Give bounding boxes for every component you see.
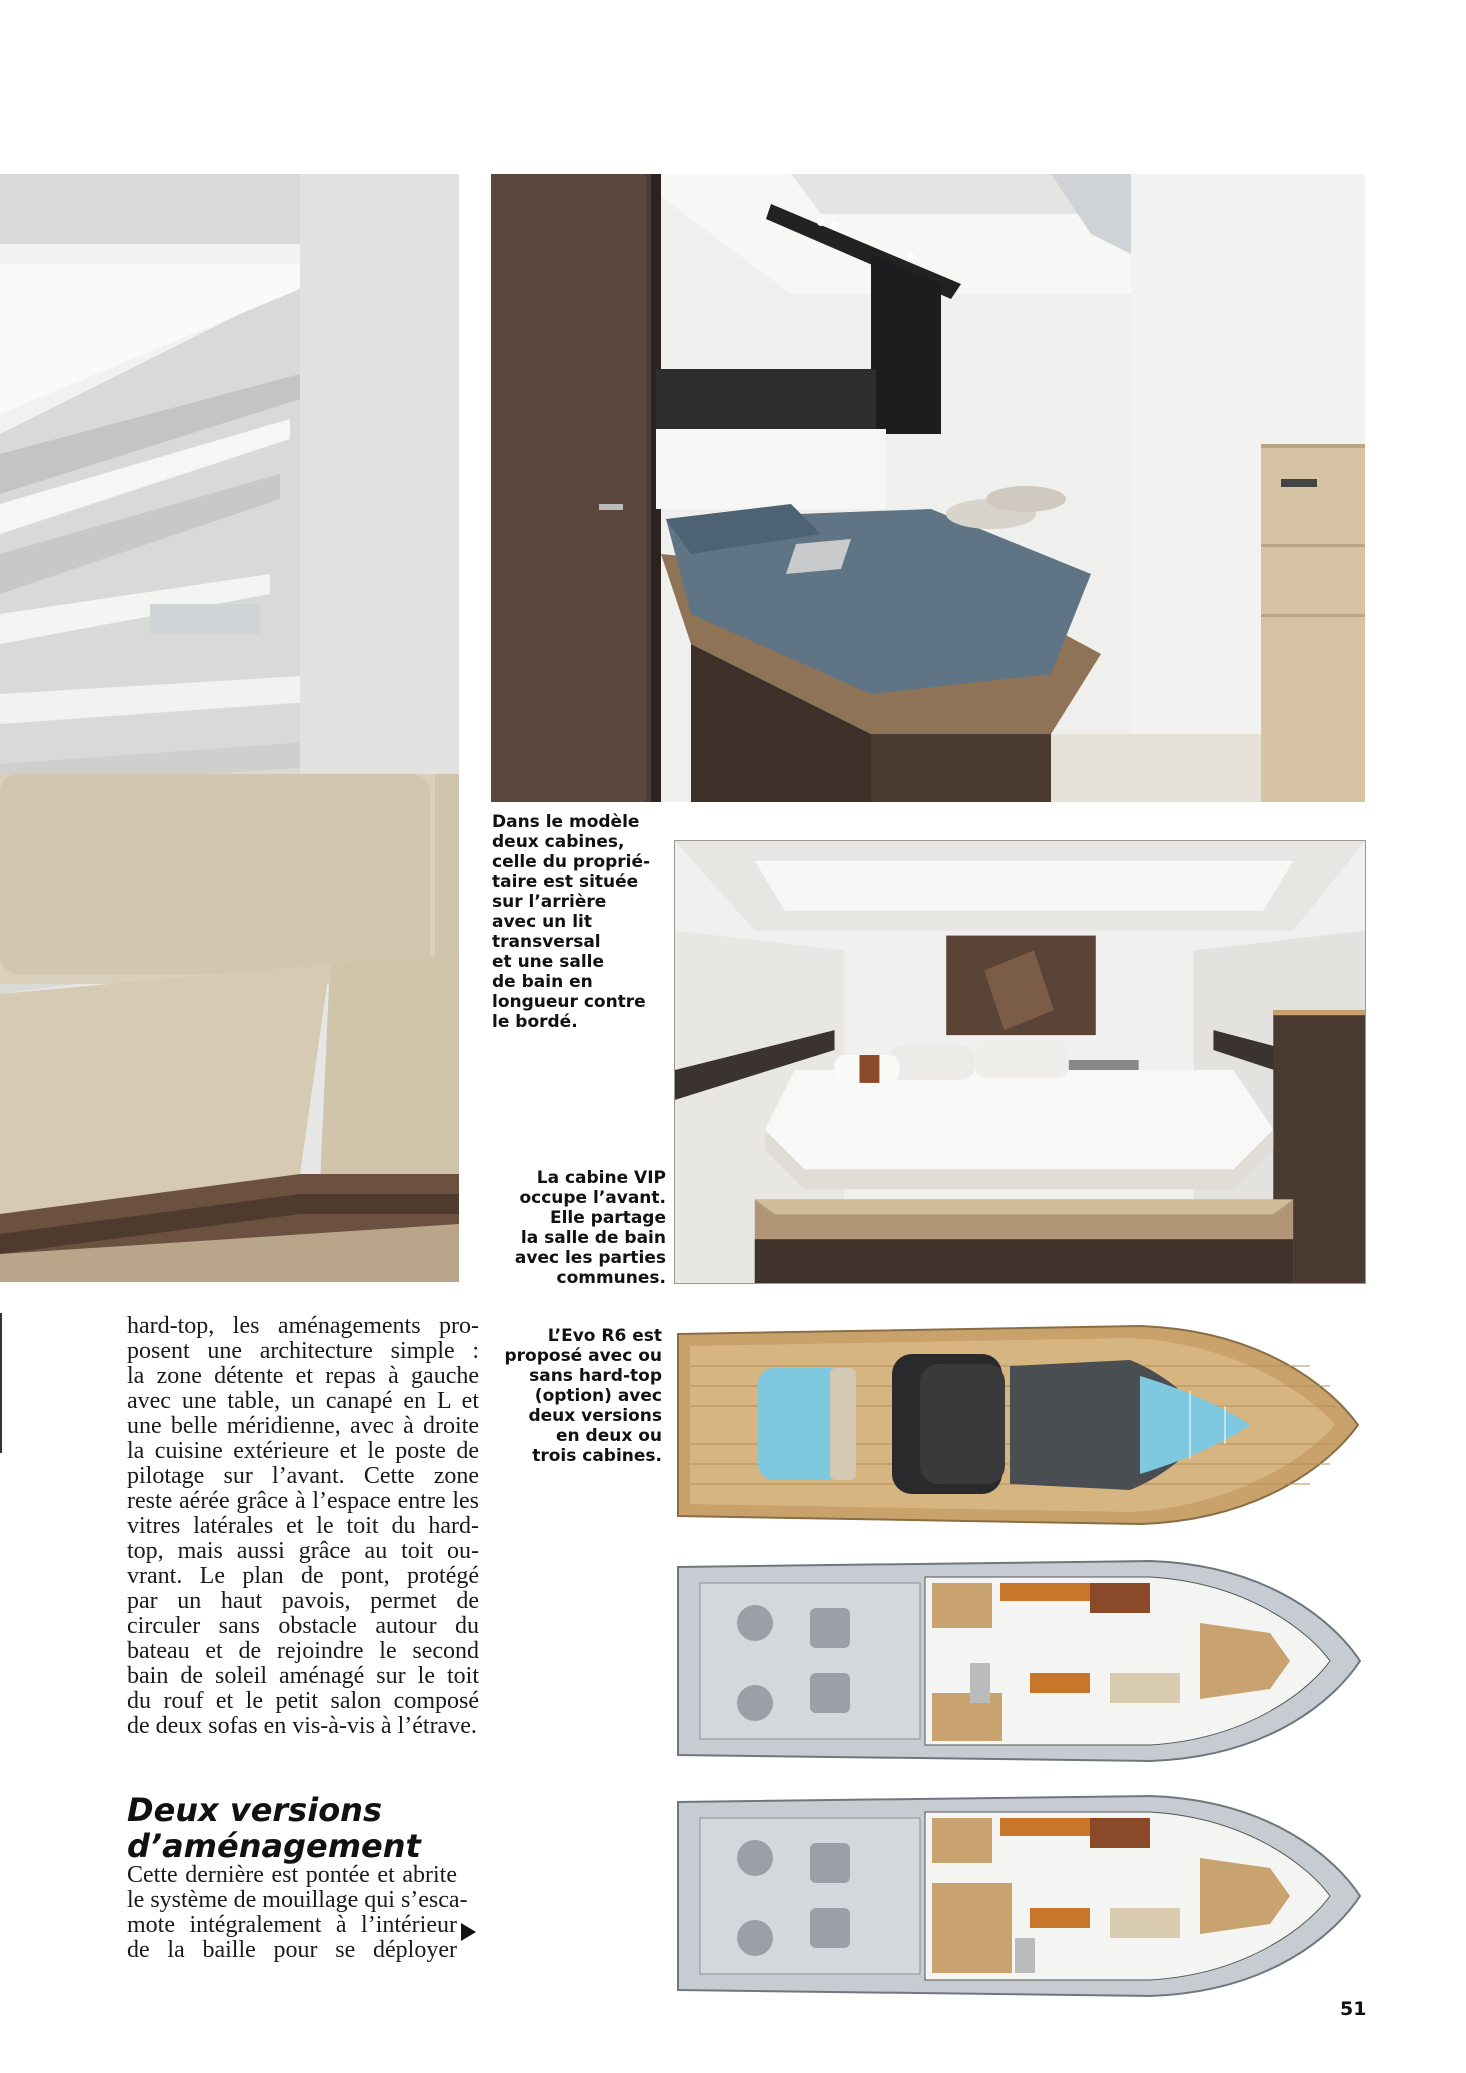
text-line: reste aérée grâce à l’espace entre les [127,1488,479,1514]
text-line: pilotage sur l’avant. Cette zone [127,1463,479,1489]
article-paragraph-2 [127,1862,468,1963]
text-line: circuler sans obstacle autour du [127,1613,479,1639]
caption-line: trois cabines. [532,1446,662,1466]
column-rule [0,1313,2,1453]
caption-line: de bain en [492,972,593,992]
heading-line: Deux versions [127,1791,382,1829]
caption-line: transversal [492,932,601,952]
text-line: de deux sofas en vis-à-vis à l’étrave. [127,1713,477,1739]
caption-line: deux cabines, [492,832,625,852]
text-line: mote intégralement à l’intérieur [127,1912,457,1938]
deck-plan-drawing [670,1316,1368,1534]
caption-line: et une salle [492,952,605,972]
caption-line: proposé avec ou [504,1346,662,1366]
text-line: posent une architecture simple : [127,1338,479,1364]
owner-cabin-photo [491,174,1365,802]
caption-line: la salle de bain [520,1228,666,1248]
caption-line: taire est située [492,872,639,892]
article-paragraph-1 [127,1314,479,1739]
caption-line: sans hard-top [529,1366,662,1386]
layout-plan-three-cabins [670,1788,1368,2004]
caption-line: le bordé. [492,1012,578,1032]
page-number: 51 [1340,1998,1367,2020]
text-line: vitres latérales et le toit du hard- [127,1513,479,1539]
text-line: par un haut pavois, permet de [127,1588,479,1614]
text-line: le système de mouillage qui s’esca- [127,1887,468,1913]
vip-cabin-photo [674,840,1366,1284]
caption-line: celle du proprié- [492,852,651,872]
text-line: bain de soleil aménagé sur le toit [127,1663,479,1689]
caption-line: La cabine VIP [536,1168,666,1188]
text-line: vrant. Le plan de pont, protégé [127,1563,479,1589]
caption-line: en deux ou [555,1426,662,1446]
salon-photo [0,174,459,1282]
caption-line: Dans le modèle [492,812,640,832]
caption-line: occupe l’avant. [519,1188,666,1208]
text-line: avec une table, un canapé en L et [127,1388,479,1414]
text-line: la zone détente et repas à gauche [127,1363,479,1389]
caption-line: (option) avec [534,1386,662,1406]
caption-line: longueur contre [492,992,646,1012]
caption-plans [480,1326,662,1466]
text-line: bateau et de rejoindre le second [127,1638,479,1664]
text-line: hard-top, les aménagements pro- [127,1313,479,1339]
continue-arrow-icon [461,1923,476,1941]
text-line: une belle méridienne, avec à droite [127,1413,479,1439]
caption-line: Elle partage [549,1208,666,1228]
caption-line: communes. [556,1268,666,1288]
section-heading [127,1792,487,1864]
layout-plan-two-cabins [670,1553,1368,1769]
text-line: de la baille pour se déployer [127,1937,457,1963]
caption-line: sur l’arrière [492,892,607,912]
text-line: Cette dernière est pontée et abrite [127,1862,457,1888]
caption-line: L’Evo R6 est [547,1326,662,1346]
text-line: top, mais aussi grâce au toit ou- [127,1538,479,1564]
caption-line: deux versions [528,1406,662,1426]
heading-line: d’aménagement [127,1827,421,1865]
caption-line: avec les parties [514,1248,666,1268]
text-line: du rouf et le petit salon composé [127,1688,479,1714]
caption-vip-cabin [480,1168,666,1288]
text-line: la cuisine extérieure et le poste de [127,1438,479,1464]
caption-line: avec un lit [492,912,592,932]
caption-owner-cabin [492,812,650,1032]
